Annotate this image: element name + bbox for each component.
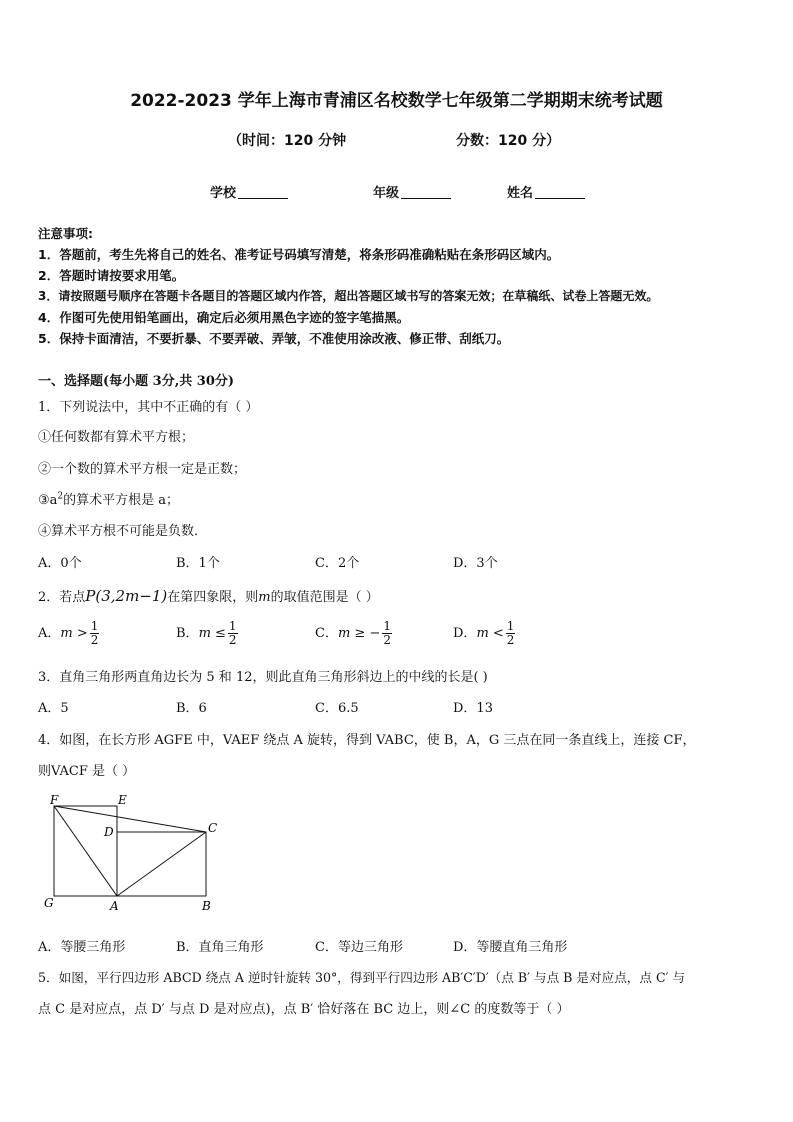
fraction [506,620,516,647]
q1-statement: ②一个数的算术平方根一定是正数； [38,462,247,477]
q4-option-c[interactable]: C．等边三角形 [315,940,403,955]
exam-time: （时间：120 分钟 [228,133,347,149]
option-relation: m > [60,626,88,641]
q4-option-a[interactable]: A．等腰三角形 [38,940,126,955]
q1-option-b[interactable]: B．1个 [176,556,220,571]
q1-option-c[interactable]: C．2个 [315,556,360,571]
option-relation: m ≤ [198,626,226,641]
segment-fc [54,806,206,832]
option-relation: m ≥ − [337,626,381,641]
q1-s3-part: 的算术平方根是 a； [63,493,180,508]
segment-ac [117,832,206,896]
section-heading: 一、选择题(每小题 3分,共 30分) [38,374,235,389]
exam-title: 2022-2023 学年上海市青浦区名校数学七年级第二学期期末统考试题 [130,91,663,111]
fraction [382,620,392,647]
q2-stem-part: 在第四象限，则 [167,590,259,605]
label-f: F [50,793,59,807]
name-label: 姓名 [507,186,534,201]
q4-stem-line2: 则VACF 是（ ） [38,764,136,779]
q2-stem-part: 的取值范围是（ ） [270,590,379,605]
q2-option-c[interactable] [315,620,392,647]
notice-item: 3．请按照题号顺序在答题卡各题目的答题区域内作答，超出答题区域书写的答案无效；在草稿纸、试卷上答题无效。 [38,289,659,303]
q3-option-d[interactable]: D．13 [453,701,493,716]
option-letter: B． [176,626,199,641]
option-letter: C． [315,626,338,641]
q2-option-a[interactable] [38,620,99,647]
q1-s3-sup: 2 [57,491,64,502]
q1-stem: 1．下列说法中，其中不正确的有（ ） [38,400,259,415]
label-e: E [118,793,127,807]
q1-option-d[interactable]: D．3个 [453,556,498,571]
q2-option-d[interactable] [453,620,515,647]
q4-stem-line1: 4．如图，在长方形 AGFE 中，VAEF 绕点 A 旋转，得到 VABC，使 B，A，G 三点在同一条直线上，连接 CF， [38,733,696,748]
q3-option-c[interactable]: C．6.5 [315,701,359,716]
grade-label: 年级 [373,186,400,201]
school-field [210,182,288,201]
label-c: C [208,821,218,835]
notice-item: 4．作图可先使用铅笔画出，确定后必须用黑色字迹的签字笔描黑。 [38,310,410,325]
grade-blank [401,186,451,199]
q1-statement [38,489,179,508]
numerator: 1 [383,619,391,633]
q5-stem-line2: 点 C 是对应点，点 D′ 与点 D 是对应点)，点 B′ 恰好落在 BC 边上，则∠C 的度数等于（ ） [38,1002,570,1017]
school-label: 学校 [210,186,237,201]
label-b: B [202,899,211,913]
notice-item: 5．保持卡面清洁，不要折暴、不要弄破、弄皱，不准使用涂改液、修正带、刮纸刀。 [38,331,510,346]
notice-item: 1．答题前，考生先将自己的姓名、准考证号码填写清楚，将条形码准确粘贴在条形码区域内。 [38,247,560,262]
q3-option-a[interactable]: A．5 [38,701,69,716]
fraction [90,620,100,647]
option-letter: A． [38,626,61,641]
fraction [228,620,238,647]
q1-option-a[interactable]: A．0个 [38,556,82,571]
school-blank [238,186,288,199]
q4-option-d[interactable]: D．等腰直角三角形 [453,940,568,955]
denominator: 2 [383,633,391,647]
denominator: 2 [90,633,99,647]
option-relation: m < [476,626,504,641]
segment-fa [54,806,117,896]
q2-stem-part: 2．若点 [38,590,86,605]
name-blank [535,186,585,199]
exam-score: 分数：120 分） [456,133,561,149]
denominator: 2 [506,633,515,647]
q2-variable: m [258,590,271,605]
q1-statement: ④算术平方根不可能是负数． [38,524,208,539]
q2-option-b[interactable] [176,620,238,647]
notice-item: 2．答题时请按要求用笔。 [38,268,185,283]
q1-statement: ①任何数都有算术平方根； [38,430,195,445]
numerator: 1 [506,619,515,633]
q2-stem [38,586,379,605]
label-g: G [44,896,54,910]
grade-field [373,182,451,201]
numerator: 1 [90,619,99,633]
q4-figure [38,790,238,915]
name-field [507,182,585,201]
denominator: 2 [228,633,237,647]
option-letter: D． [453,626,477,641]
q3-stem: 3．直角三角形两直角边长为 5 和 12，则此直角三角形斜边上的中线的长是( ) [38,670,488,685]
q4-option-b[interactable]: B．直角三角形 [176,940,264,955]
q5-stem-line1: 5．如图，平行四边形 ABCD 绕点 A 逆时针旋转 30°，得到平行四边形 AB′C′D′（点 B′ 与点 B 是对应点，点 C′ 与 [38,970,686,985]
q1-s3-part: ③a [38,493,58,508]
label-d: D [104,825,114,839]
q2-point: P(3,2m−1) [85,587,168,605]
label-a: A [110,899,119,913]
notice-heading: 注意事项: [38,226,93,241]
numerator: 1 [228,619,237,633]
q3-option-b[interactable]: B．6 [176,701,207,716]
